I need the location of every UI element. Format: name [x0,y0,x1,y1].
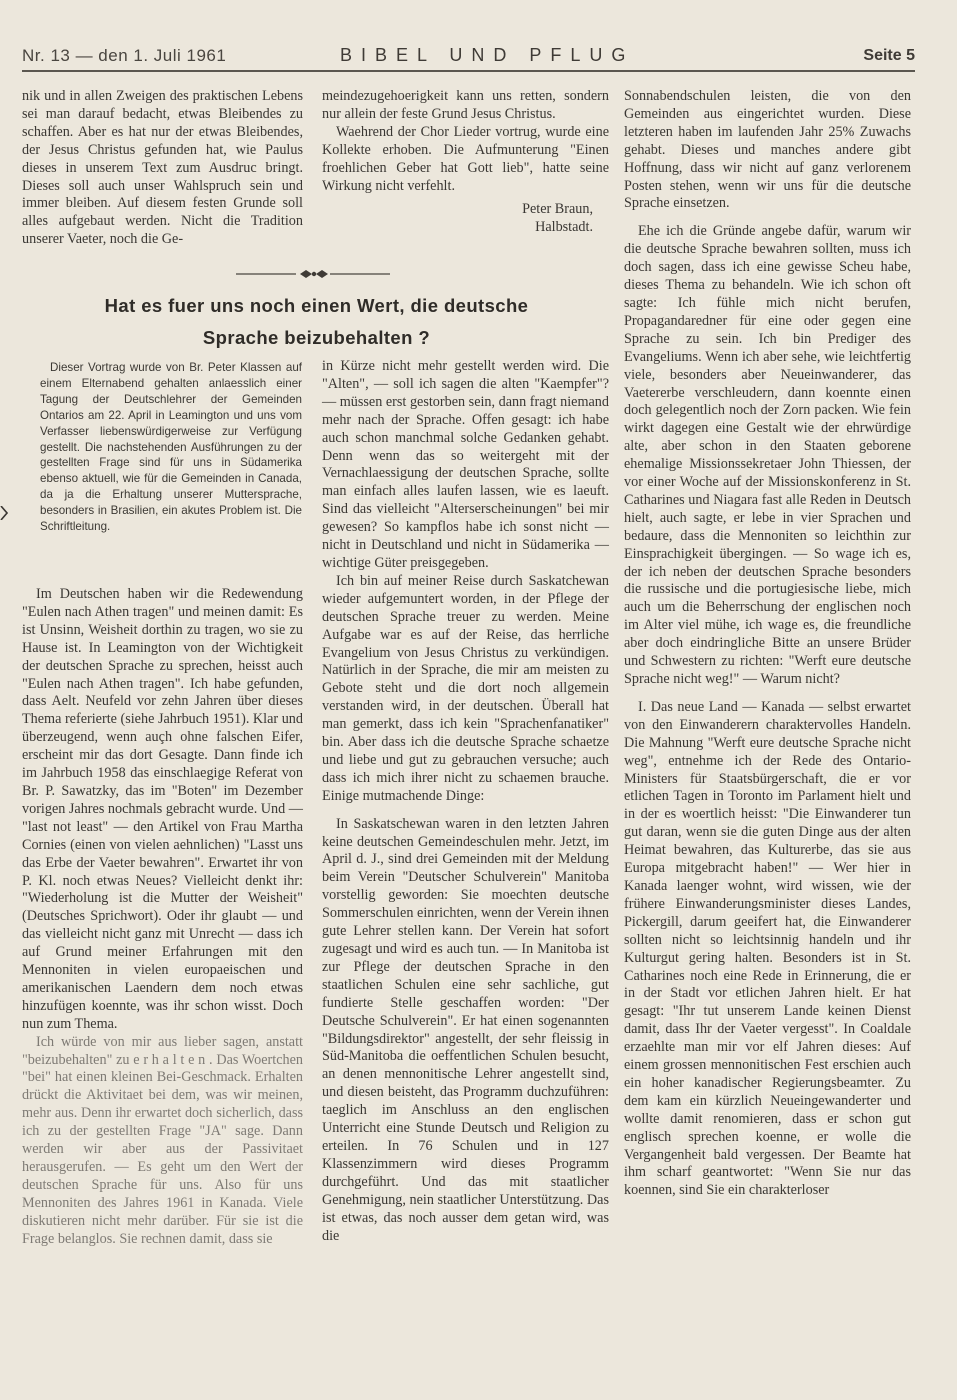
paragraph: Waehrend der Chor Lieder vortrug, wurde eine Kollekte erhoben. Die Aufmunterung "Einen froehlichen Geber hat Gott lieb", hatte seine Wirkung nicht verfehlt. [322,123,609,194]
paragraph: in Kürze nicht mehr gestellt werden wird. Die "Alten", — soll ich sagen die alten "Kaempfer"? — müssen erst gestorben sein, dann fragt niemand mehr nach der Sprache. Offen gesagt: ich habe auch schon manchmal solche Gedanken gehabt. Denn wenn das so weitergeht mit der Vernachlaessigung der deutschen Sprache, sollte man einfach alles laufen lassen, wie es laeuft. Sind das vielleicht "Alterserscheinungen" bei mir gewesen? So kampflos habe ich sonst nicht — nicht in Deutschland und nicht in Südamerika — wichtige Güter preisgegeben. [322,358,609,571]
page-header [22,44,915,72]
publication-title: BIBEL UND PFLUG [340,45,635,65]
column-1-top [22,88,303,249]
signature-place: Halbstadt. [535,219,593,236]
issue-date: Nr. 13 — den 1. Juli 1961 [22,46,227,65]
paragraph: nik und in allen Zweigen des praktischen Lebens sei man darauf bedacht, etwas Bleibendes zu schaffen. Aber es hat nur der etwas Bleibendes, der Jesus Christus gefunden hat, wie Paulus dieses in unserem Text zum Ausdruc bringt. Dieses soll auch unser Wahlspruch sein und immer bleiben. Auf diesem festen Grunde soll alles aufgebaut werden. Nicht die Tradition unserer Vaeter, noch die Ge- [22,88,303,248]
column-3 [624,88,911,1200]
paragraph: Ehe ich die Gründe angebe dafür, warum wir die deutsche Sprache bewahren sollten, muss ich doch sagen, dass ich eine gewisse Scheu habe, dieses Thema zu behandeln. Wie ich schon oft sagte: Ich fühle mich nicht berufen, Propagandaredner für eine oder gegen eine Sprache zu sein. Ich bin Prediger des Evangeliums. Wenn ich aber sehe, wie leichtfertig viele, besonders aber Neueinwanderer, das Vaetererbe verschleudern, dann koennte einen doch gelegentlich noch der Zorn packen. Wie fein wirkt dagegen eine Gestalt wie der ehrwürdige alte, aber schon in den Staaten geborene ehemalige Missionssekretaer John Thiessen, der vor einer Woche auf der Missionskonferenz in St. Catharines und Niagara fast alle Reden in Deutsch hielt, auch sagte, er lebe in vier Sprachen und bedaure, dass die Mennoniten so leichthin zur Einsprachigkeit übergingen. — So wage ich es, der ich neben der deutschen Sprache besonders die russische und die portugiesische liebe, mich auch um die Beherrschung der englischen noch im Alter viel mühe, ich wage es, die freundliche aber doch eindringliche Bitte an unsere Brüder und Schwestern zu richten: "Werft eure deutsche Sprache nicht weg!" — Warum nicht? [624,223,911,687]
column-1-body [22,586,303,1249]
article-title [22,290,611,354]
margin-mark-icon [0,506,8,520]
paragraph: In Saskatschewan waren in den letzten Jahren keine deutschen Gemeindeschulen mehr. Jetzt, im April d. J., sind drei Gemeinden mit der Meldung beim Verein "Deutscher Schulverein" Manitoba vorstellig geworden: Sie moechten deutsche Sommerschulen einrichten, wenn der Verein ihnen gute Lehrer stellen kann. Der Verein hat sofort zugesagt und wird es auch tun. — In Manitoba ist zur Pflege der deutschen Sprache in den staatlichen Schulen eine sehr sachliche, gut fundierte Stelle geschaffen worden: "Der Deutsche Schulverein". Er hat einen sogenannten "Bildungsdirektor" angestellt, der sehr fleissig in Süd-Manitoba die oeffentlichen Schulen besucht, an denen mennonitische Lehrer angestellt sind, und diesen beisteht, das Programm duchzuführen: taeglich im Anschluss an den englischen Unterricht eine Stunde Deutsch und Religion zu erteilen. In 76 Schulen und in 127 Klassenzimmern wird dieses Programm durchgeführt. Und das mit staatlicher Genehmigung, nein staatlicher Unterstützung. Das ist etwas, das noch ausser dem getan wird, was die [322,815,609,1244]
editor-note [40,360,302,535]
paragraph: I. Das neue Land — Kanada — selbst erwartet von den Einwanderern charaktervolles Handeln. Die Mahnung "Werft eure deutsche Sprache nicht weg", entnehme ich der Rede des Ontario-Ministers für Staatsbürgerschaft, die er vor etlichen Tagen in Toronto im Parlament hielt und in der es woertlich heisst: "Die Einwanderer tun gut daran, wenn sie die guten Dinge aus der alten Heimat bewahren, das Kulturerbe, das sie aus Europa mitgebracht haben!" — Wer hier in Kanada laenger wohnt, wird wissen, wie der frühere Einwanderungsminister dieses Landes, Pickergill, darum geeifert hat, die Einwanderer sollten nicht so leichtsinnig handeln und ihr Kulturgut gering halten. Besonders ist in St. Catharines noch eine Rede in Erinnerung, die er in der Stadt vor etlichen Jahren hielt. Er hat gesagt: "Ihr tut unserem Lande keinen Dienst damit, dass Ihr der Vaeter vergesst". In Coaldale erzaehlte man mir vor elf Jahren dieses: Auf einem grossen mennonitischen Fest erschien auch ein hoher kanadischer Regierungsbeamter. Zu dem kam ein kürzlich Neueingewanderter und wollte damit renomieren, dass er schon gut englisch sprechen koenne, er wolle die Vergangenheit bald vergessen. Der Beamte hat ihm scharf geantwortet: "Wenn Sie nur das koennen, sind Sie ein charakterloser [624,698,911,1199]
signature-name: Peter Braun, [522,201,593,218]
paragraph: meindezugehoerigkeit kann uns retten, sondern nur allein der feste Grund Jesus Christus. [322,88,609,122]
ornament-divider [236,268,390,280]
paragraph: Sonnabendschulen leisten, die von den Gemeinden aus eingerichtet wurden. Diese letzteren haben im laufenden Jahr 25% Zuwachs gehabt. Dieses und manches andere gibt Hoffnung, dass wir nicht auf ganz verlorenem Posten stehen, wenn wir uns für die deutsche Sprache einsetzen. [624,88,911,212]
editor-note-text: Dieser Vortrag wurde von Br. Peter Klassen auf einem Elternabend gehalten anlaesslich einer Tagung der Deutschlehrer der Gemeinden Ontarios am 22. April in Leamington und uns vom Verfasser liebenswürdigerweise zur Verfügung gestellt. Die nachstehenden Ausführungen zu der gestellten Frage sind für uns in Südamerika ebenso aktuell, wie für die Gemeinden in Canada, da ja die Erhaltung unserer Muttersprache, besonders in Brasilien, ein akutes Problem ist. Die Schriftleitung. [40,361,302,534]
paragraph: Im Deutschen haben wir die Redewendung "Eulen nach Athen tragen" und meinen damit: Es ist Unsinn, Weisheit dorthin zu tragen, wo sie zu Hause ist. In Leamington von der Wichtigkeit der deutschen Sprache zu sprechen, heisst auch "Eulen nach Athen tragen". Ich habe gefunden, dass Aelt. Neufeld vor zehn Jahren über dieses Thema referierte (siehe Jahrbuch 1951). Klar und überzeugend, wenn auçh ohne falschen Eifer, erscheint mir das dort Gesagte. Dann finde ich im Jahrbuch 1958 das einschlaegige Referat von Br. P. Sawatzky, das im "Boten" im Dezember vorigen Jahres nochmals gebracht wurde. Und — "last not least" — den Artikel von Frau Martha Cornies (einen von vielen aehnlichen) "Lasst uns das Erbe der Vaeter bewahren". Erwartet ihr von P. Kl. noch etwas Neues? Vielleicht denkt ihr: "Wiederholung ist die Mutter der Weisheit" (Deutsches Sprichwort). Oder ihr glaubt — und das vielleicht nicht ganz mit Unrecht — dass ich auf Grund meiner Erfahrungen mit den Mennoniten in vielen europaeischen und amerikanischen Laendern dem noch etwas hinzufügen koennte, was ihr schon wisst. Doch nun zum Thema. [22,586,303,1032]
paragraph: Ich bin auf meiner Reise durch Saskatchewan wieder aufgemuntert worden, in der Pflege der deutschen Sprache treuer zu werden. Meine Aufgabe war es auf der Reise, das herrliche Evangelium von Jesus Christus zu verkündigen. Natürlich in der Sprache, die mir am meisten zu Gebote steht und die dort noch allgemein verstanden wird, in der deutschen. Überall hat man gemerkt, dass ich kein "Sprachenfanatiker" bin. Aber dass ich die deutsche Sprache schaetze und liebe und gut zu gebrauchen versuche; auch dass ich mich ihrer nicht zu schaemen brauche. Einige mutmachende Dinge: [322,572,609,804]
column-2-body [322,358,609,1245]
page-number: Seite 5 [863,47,915,64]
column-2-top [322,88,609,237]
article-title-line-2: Sprache beizubehalten ? [202,327,431,348]
article-title-line-1: Hat es fuer uns noch einen Wert, die deutsche [104,295,529,316]
paragraph: Ich würde von mir aus lieber sagen, anstatt "beizubehalten" zu e r h a l t e n . Das Woertchen "bei" hat einen kleinen Bei-Geschmack. Erhalten drückt die Aktivitaet bei dem, was wir meinen, mehr aus. Denn ihr erwartet doch sicherlich, dass ich zu der gestellten Frage "JA" sage. Dann werden wir aber aus der Passivitaet herausgerufen. — Es geht um den Wert der deutschen Sprache für uns. Also für uns Mennoniten des Jahres 1961 in Kanada. Viele diskutieren nicht mehr darüber. Für sie ist die Frage belanglos. Sie rechnen damit, dass sie [22,1033,303,1247]
